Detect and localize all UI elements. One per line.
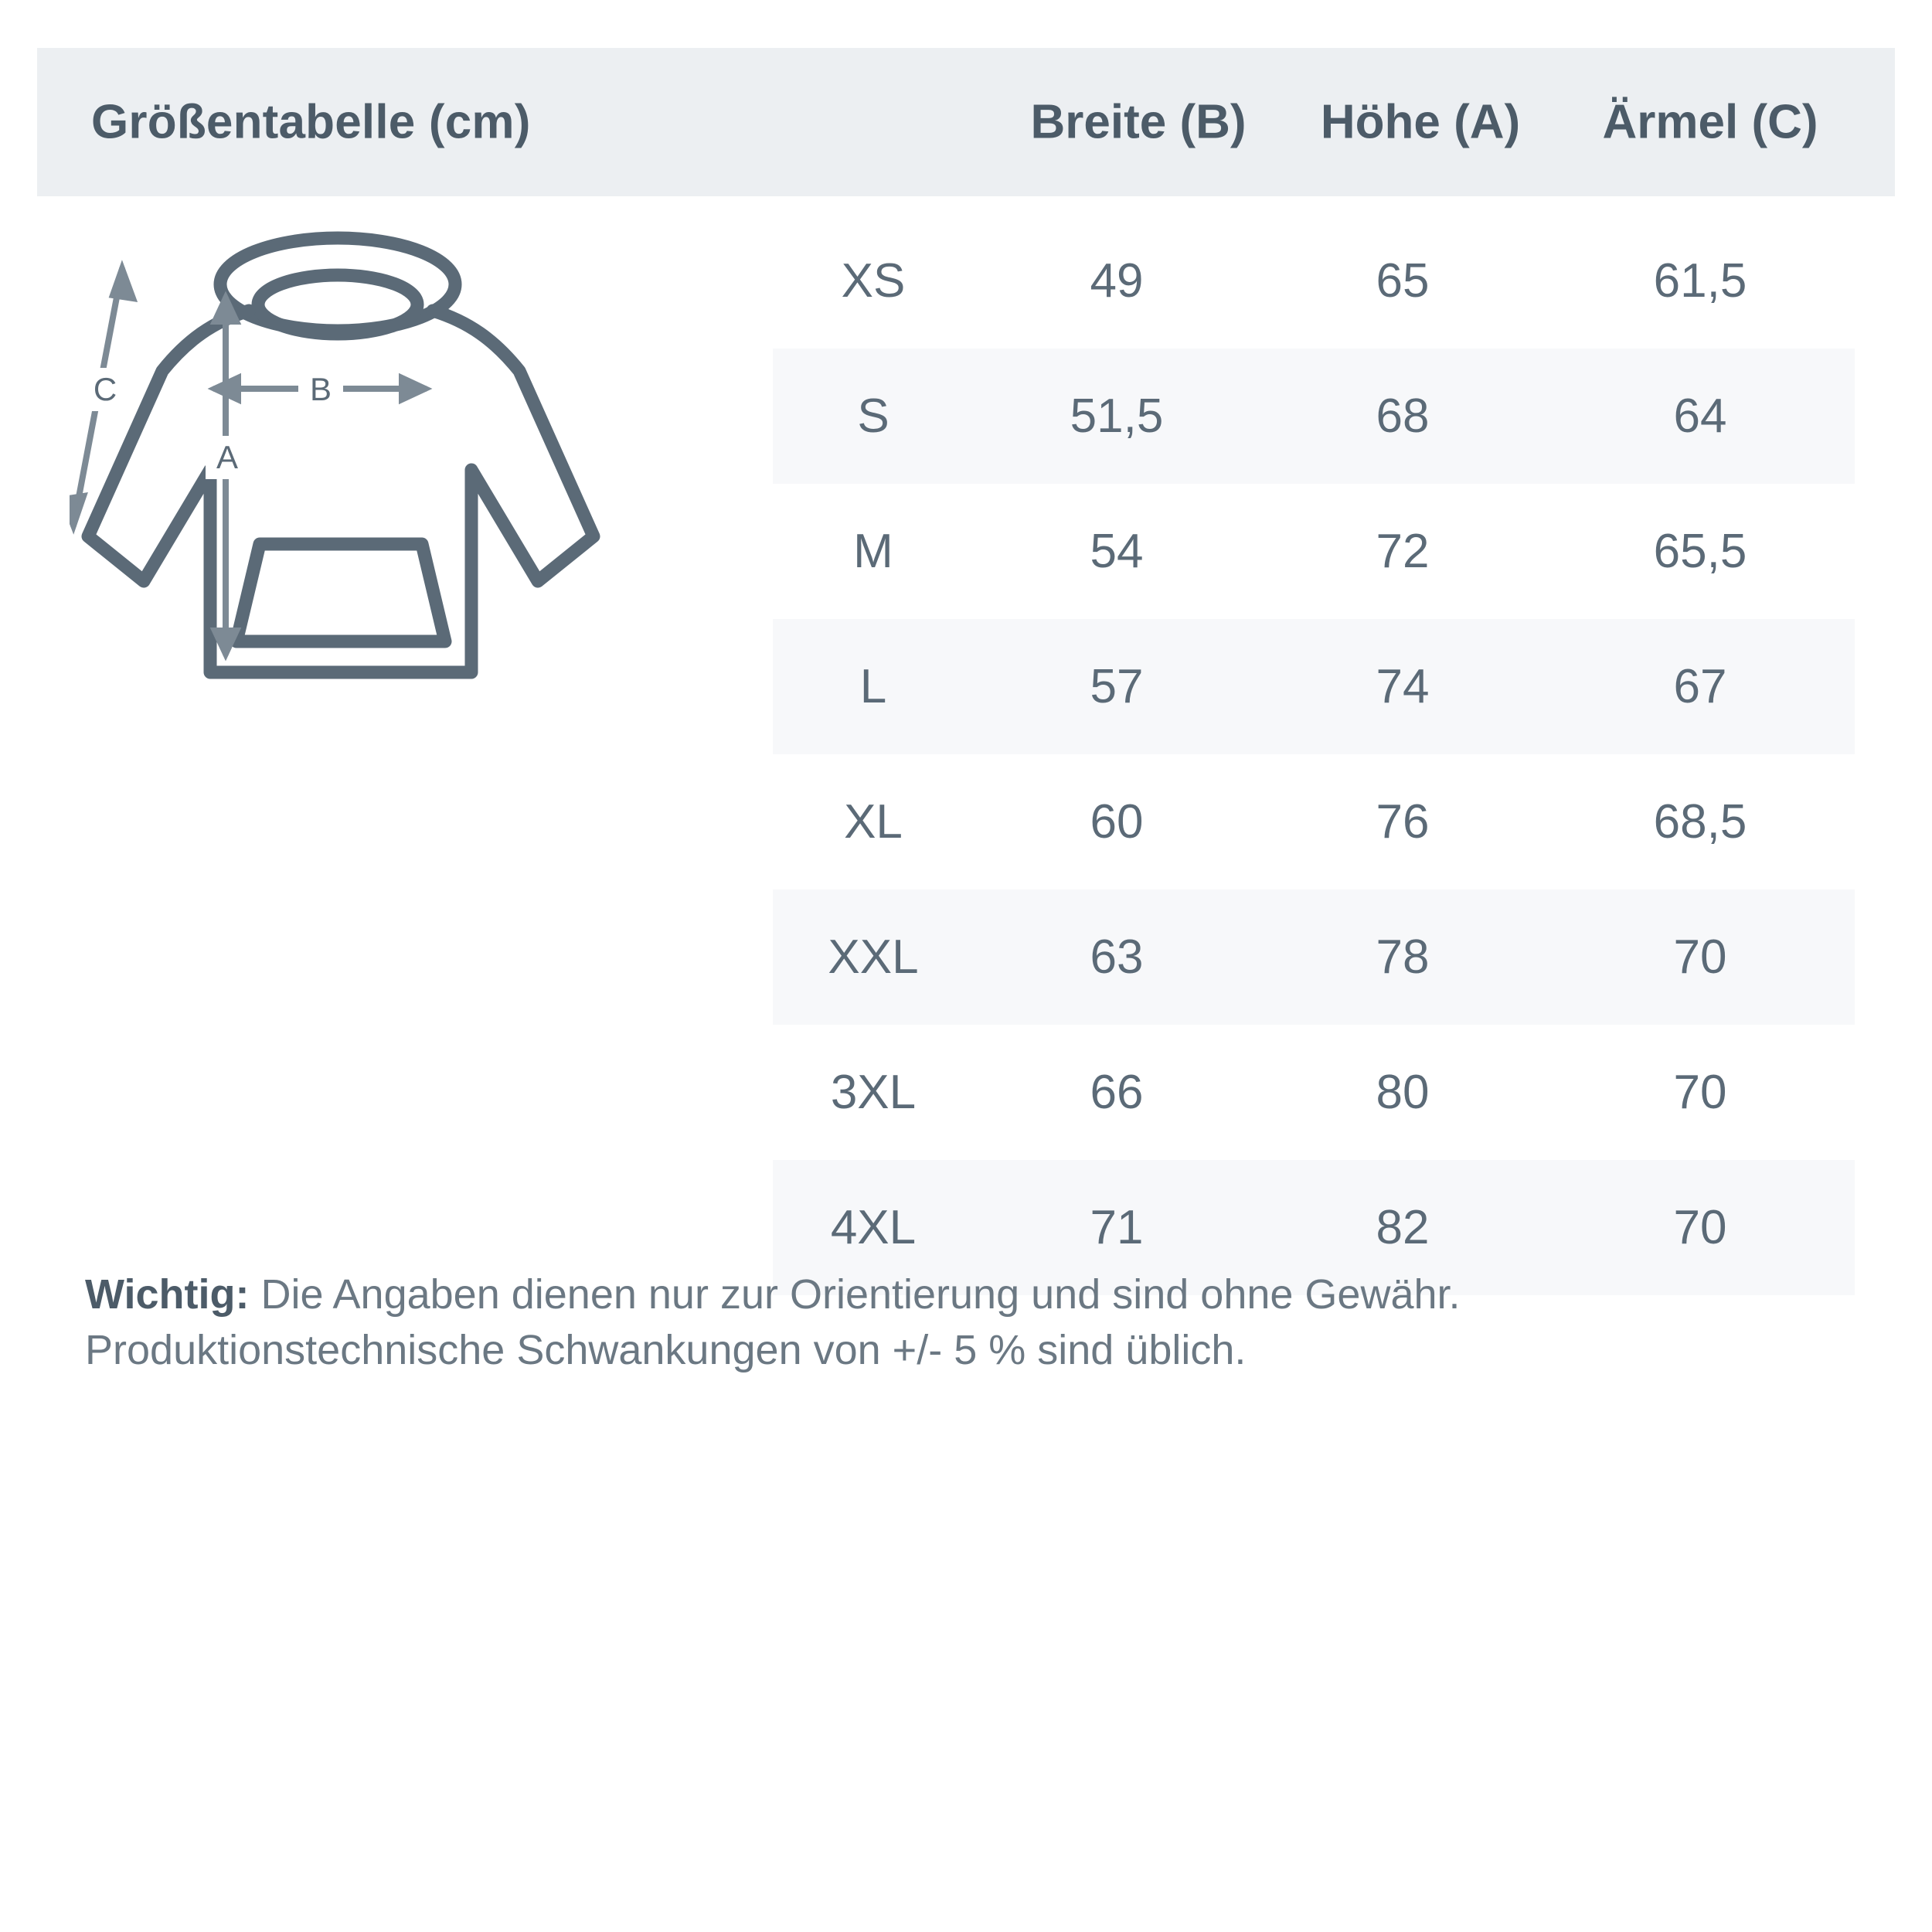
cell-width: 51,5 <box>1070 389 1164 443</box>
cell-height: 74 <box>1376 660 1430 713</box>
cell-sleeve: 70 <box>1673 1201 1727 1254</box>
cell-sleeve: 70 <box>1673 930 1727 984</box>
cell-size: M <box>853 525 893 578</box>
hoodie-measurement-diagram <box>70 224 765 842</box>
table-row <box>773 889 1855 1025</box>
cell-width: 54 <box>1090 525 1144 578</box>
cell-height: 76 <box>1376 795 1430 849</box>
label-a: A <box>216 439 239 475</box>
cell-size: XS <box>841 254 906 308</box>
column-header-height: Höhe (A) <box>1320 95 1521 149</box>
size-table-body <box>773 213 1855 1295</box>
cell-height: 68 <box>1376 389 1430 443</box>
table-row <box>773 754 1855 889</box>
cell-size: XL <box>844 795 903 849</box>
cell-width: 66 <box>1090 1066 1144 1119</box>
cell-width: 49 <box>1090 254 1144 308</box>
cell-height: 65 <box>1376 254 1430 308</box>
page-title: Größentabelle (cm) <box>91 95 531 149</box>
column-header-size <box>810 95 995 150</box>
cell-size: 4XL <box>830 1201 917 1254</box>
cell-sleeve: 61,5 <box>1653 254 1747 308</box>
cell-height: 82 <box>1376 1201 1430 1254</box>
cell-size: 3XL <box>830 1066 917 1119</box>
cell-size: L <box>859 660 887 713</box>
table-row <box>773 619 1855 754</box>
table-row <box>773 484 1855 619</box>
cell-height: 72 <box>1376 525 1430 578</box>
cell-sleeve: 64 <box>1673 389 1727 443</box>
cell-width: 60 <box>1090 795 1144 849</box>
cell-sleeve: 70 <box>1673 1066 1727 1119</box>
cell-width: 63 <box>1090 930 1144 984</box>
cell-height: 80 <box>1376 1066 1430 1119</box>
table-row <box>773 213 1855 349</box>
cell-width: 57 <box>1090 660 1144 713</box>
cell-sleeve: 67 <box>1673 660 1727 713</box>
cell-sleeve: 65,5 <box>1653 525 1747 578</box>
size-table <box>773 213 1855 1295</box>
cell-size: S <box>857 389 889 443</box>
table-row <box>773 1025 1855 1160</box>
footnote-text: Die Angaben dienen nur zur Orientierung und sind ohne Gewähr. Produktionstechnische Schwankungen von +/- 5 % sind üblich. <box>85 1271 1461 1373</box>
footnote-label: Wichtig: <box>85 1271 250 1318</box>
footnote <box>85 1267 1862 1379</box>
cell-height: 78 <box>1376 930 1430 984</box>
column-header-width: Breite (B) <box>1030 95 1247 149</box>
label-b: B <box>309 371 332 407</box>
hoodie-illustration <box>70 224 765 842</box>
column-header-sleeve: Ärmel (C) <box>1602 95 1818 149</box>
table-column-headers <box>810 95 1876 150</box>
header-band <box>37 48 1895 196</box>
cell-width: 71 <box>1090 1201 1144 1254</box>
table-row <box>773 349 1855 484</box>
label-c: C <box>93 371 117 407</box>
cell-size: XXL <box>828 930 919 984</box>
cell-sleeve: 68,5 <box>1653 795 1747 849</box>
